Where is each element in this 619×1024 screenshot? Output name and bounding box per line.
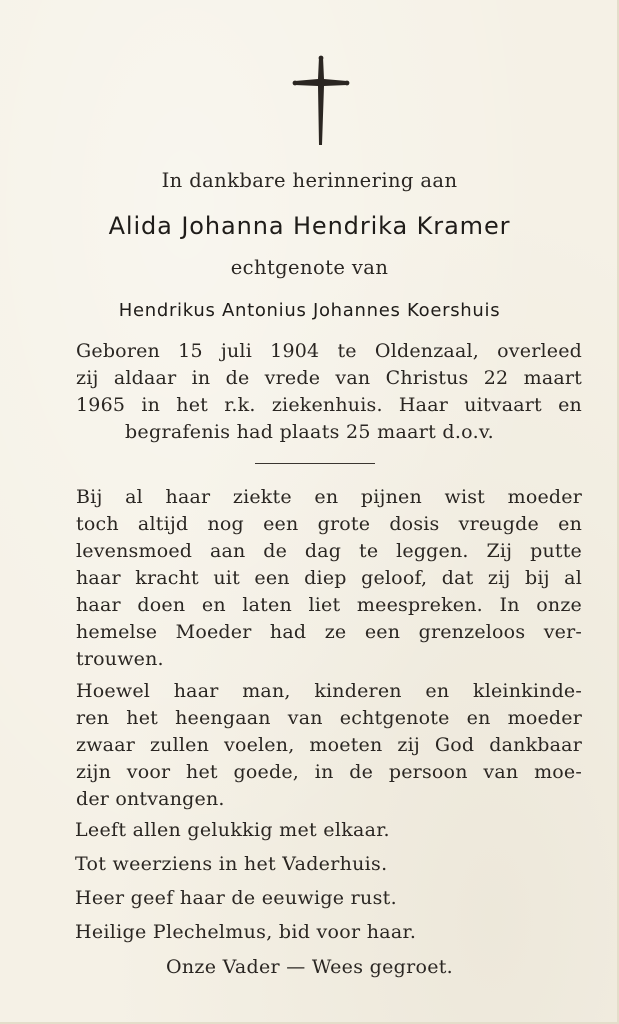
paragraph-line: Geboren 15 juli 1904 te Oldenzaal, overleed: [76, 340, 582, 362]
paragraph-line: toch altijd nog een grote dosis vreugde en: [76, 513, 582, 535]
paragraph-faith: [76, 484, 582, 673]
intro-text: In dankbare herinnering aan: [161, 169, 458, 192]
paragraph-family: [76, 678, 582, 813]
paragraph-line: levensmoed aan de dag te leggen. Zij putte: [76, 540, 582, 562]
paragraph-line: zwaar zullen voelen, moeten zij God dankbaar: [76, 734, 582, 756]
paragraph-line: haar kracht uit een diep geloof, dat zij bij al: [76, 567, 582, 589]
paragraph-line: zij aldaar in de vrede van Christus 22 maart: [76, 367, 582, 389]
paragraph-line: Hoewel haar man, kinderen en kleinkinde-: [76, 680, 582, 702]
birth-death-paragraph: [76, 338, 582, 419]
paragraph-line: haar doen en laten liet meespreken. In onze: [76, 594, 582, 616]
spouse-label: echtgenote van: [230, 256, 389, 279]
paragraph-line: zijn voor het goede, in de persoon van moe-: [76, 761, 582, 783]
prayer-line: Heilige Plechelmus, bid voor haar.: [75, 921, 417, 943]
paragraph-line: 1965 in het r.k. ziekenhuis. Haar uitvaart en: [76, 394, 582, 416]
closing-prayer: Onze Vader — Wees gegroet.: [165, 956, 454, 978]
spouse-name: Hendrikus Antonius Johannes Koershuis: [118, 300, 501, 321]
paragraph-line: Bij al haar ziekte en pijnen wist moeder: [76, 486, 582, 508]
latin-cross-icon: [292, 55, 350, 147]
prayer-line: Heer geef haar de eeuwige rust.: [75, 887, 397, 909]
paragraph-line: trouwen.: [76, 648, 164, 670]
prayer-line: Tot weerziens in het Vaderhuis.: [75, 853, 388, 875]
paragraph-line: hemelse Moeder had ze een grenzeloos ver-: [76, 621, 582, 643]
paragraph-line: der ontvangen.: [76, 788, 225, 810]
prayer-line: Leeft allen gelukkig met elkaar.: [75, 819, 390, 841]
paragraph-line: begrafenis had plaats 25 maart d.o.v.: [124, 421, 495, 443]
paragraph-line: ren het heengaan van echtgenote en moeder: [76, 707, 582, 729]
divider: [255, 463, 375, 464]
deceased-name: Alida Johanna Hendrika Kramer: [108, 212, 511, 240]
